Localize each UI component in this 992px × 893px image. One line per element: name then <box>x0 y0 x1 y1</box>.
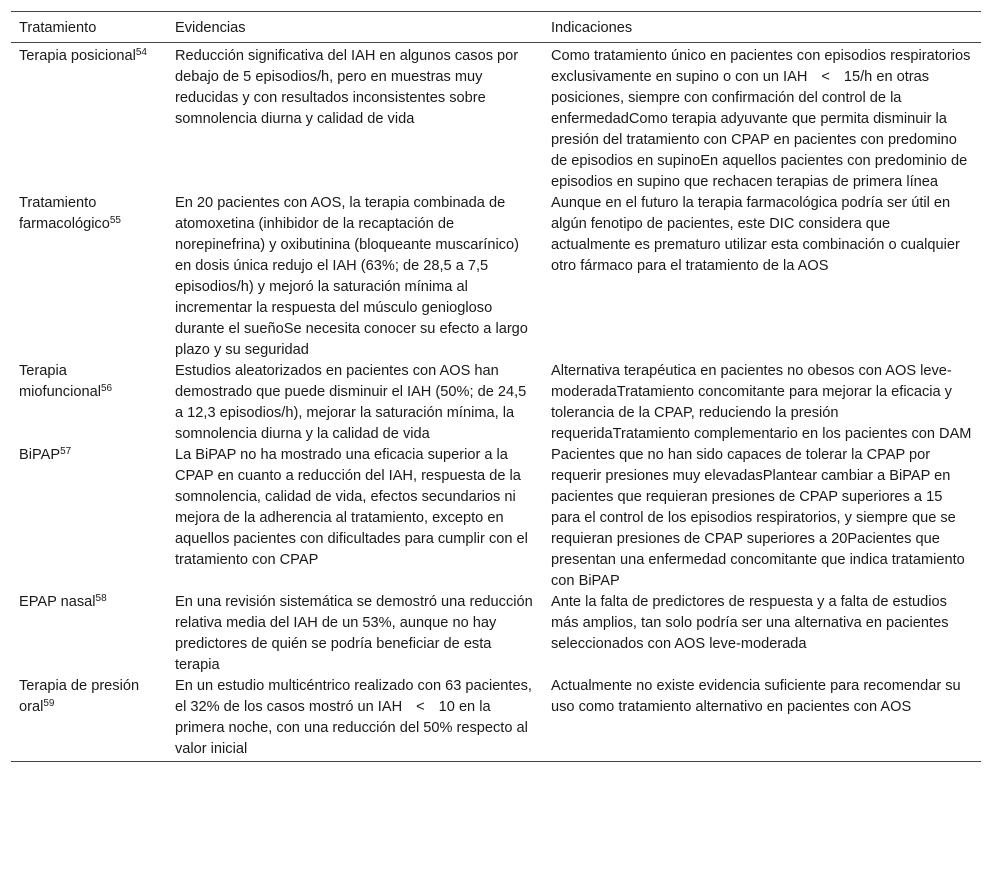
treatment-name: Terapia posicional <box>19 48 136 64</box>
treatment-name: Terapia miofuncional <box>19 363 101 400</box>
reference-number: 54 <box>135 47 147 58</box>
evidence-cell: En 20 pacientes con AOS, la terapia combinada de atomoxetina (inhibidor de la recaptación de norepinefrina) y oxibutinina (bloqueante muscarínico) en dosis única redujo el IAH (63%; de 28,5 a 7,5 episodios/h) y mejoró la saturación mínima al incrementar la respuesta del músculo geniogloso durante el sueñoSe necesita conocer su efecto a largo plazo y su seguridad <box>175 195 528 358</box>
header-treatment: Tratamiento <box>11 12 167 43</box>
indications-cell: Aunque en el futuro la terapia farmacológica podría ser útil en algún fenotipo de pacientes, este DIC considera que actualmente es prematuro utilizar esta combinación o cualquier otro fármaco para el tratamiento de la AOS <box>551 195 960 274</box>
reference-number: 59 <box>43 698 55 709</box>
less-than-symbol: < <box>821 69 830 85</box>
evidence-text-cont: 10 en la primera noche, con una reducción del 50% respecto al valor inicial <box>175 699 528 757</box>
treatment-name: BiPAP <box>19 447 61 463</box>
treatment-name: Tratamiento farmacológico <box>19 195 110 232</box>
evidence-text: En un estudio multicéntrico realizado con 63 pacientes, el 32% de los casos mostró un IAH <box>175 678 532 715</box>
treatment-cell <box>11 445 167 592</box>
reference-number: 55 <box>109 215 121 226</box>
indications-cell: Ante la falta de predictores de respuesta y a falta de estudios más amplios, tan solo podría ser una alternativa en pacientes seleccionados con AOS leve-moderada <box>551 594 949 652</box>
indications-text: Como tratamiento único en pacientes con episodios respiratorios exclusivamente en supino o con un IAH <box>551 48 971 85</box>
evidence-cell: La BiPAP no ha mostrado una eficacia superior a la CPAP en cuanto a reducción del IAH, respuesta de la somnolencia, calidad de vida, efectos secundarios ni mejora de la adherencia al tratamiento, excepto en aquellos pacientes con dificultades para cumplir con el tratamiento con CPAP <box>175 447 528 568</box>
indications-text-cont: 15/h en otras posiciones, siempre con confirmación del control de la enfermedadComo terapia adyuvante que permita disminuir la presión del tratamiento con CPAP en pacientes con predomino de episodios en supinoEn aquellos pacientes con predominio de episodios en supino que rechacen terapias de primera línea <box>551 69 968 190</box>
treatment-cell <box>11 676 167 762</box>
indications-cell: Alternativa terapéutica en pacientes no obesos con AOS leve-moderadaTratamiento concomitante para mejorar la eficacia y tolerancia de la CPAP, reduciendo la presión requeridaTratamiento complementario en los pacientes con DAM <box>551 363 972 442</box>
table-row <box>11 43 981 194</box>
indications-cell: Actualmente no existe evidencia suficiente para recomendar su uso como tratamiento alternativo en pacientes con AOS <box>543 676 981 762</box>
table-row <box>11 193 981 361</box>
reference-number: 57 <box>60 446 72 457</box>
treatment-table <box>11 11 981 762</box>
indications-cell <box>543 43 981 194</box>
treatment-name: Terapia de presión oral <box>19 678 140 715</box>
indications-cell: Pacientes que no han sido capaces de tolerar la CPAP por requerir presiones muy elevadasPlantear cambiar a BiPAP en pacientes que requieran presiones de CPAP superiores a 15 para el control de los episodios respiratorios, y siempre que se requieran presiones de CPAP superiores a 20Pacientes que presentan una enfermedad concomitante que indica tratamiento con BiPAP <box>551 447 965 589</box>
header-evidence: Evidencias <box>167 12 543 43</box>
table-row <box>11 445 981 592</box>
treatment-cell <box>11 592 167 676</box>
table-row <box>11 676 981 762</box>
evidence-cell: Reducción significativa del IAH en algunos casos por debajo de 5 episodios/h, pero en muestras muy reducidas y con resultados inconsistentes sobre somnolencia diurna y calidad de vida <box>175 48 519 127</box>
reference-number: 58 <box>95 593 107 604</box>
table-row <box>11 361 981 445</box>
evidence-cell: Estudios aleatorizados en pacientes con AOS han demostrado que puede disminuir el IAH (50%; de 24,5 a 12,3 episodios/h), mejorar la saturación mínima, la somnolencia diurna y la calidad de vida <box>175 363 527 442</box>
evidence-cell <box>167 676 543 762</box>
table-header-row <box>11 12 981 43</box>
treatment-cell <box>11 43 167 194</box>
treatment-cell <box>11 193 167 361</box>
reference-number: 56 <box>100 383 113 394</box>
table-row <box>11 592 981 676</box>
less-than-symbol: < <box>416 699 425 715</box>
treatment-cell <box>11 361 167 445</box>
header-indications: Indicaciones <box>543 12 981 43</box>
evidence-cell: En una revisión sistemática se demostró una reducción relativa media del IAH de un 53%, aunque no hay predictores de quién se podría beneficiar de esta terapia <box>175 594 533 673</box>
treatment-name: EPAP nasal <box>19 594 96 610</box>
